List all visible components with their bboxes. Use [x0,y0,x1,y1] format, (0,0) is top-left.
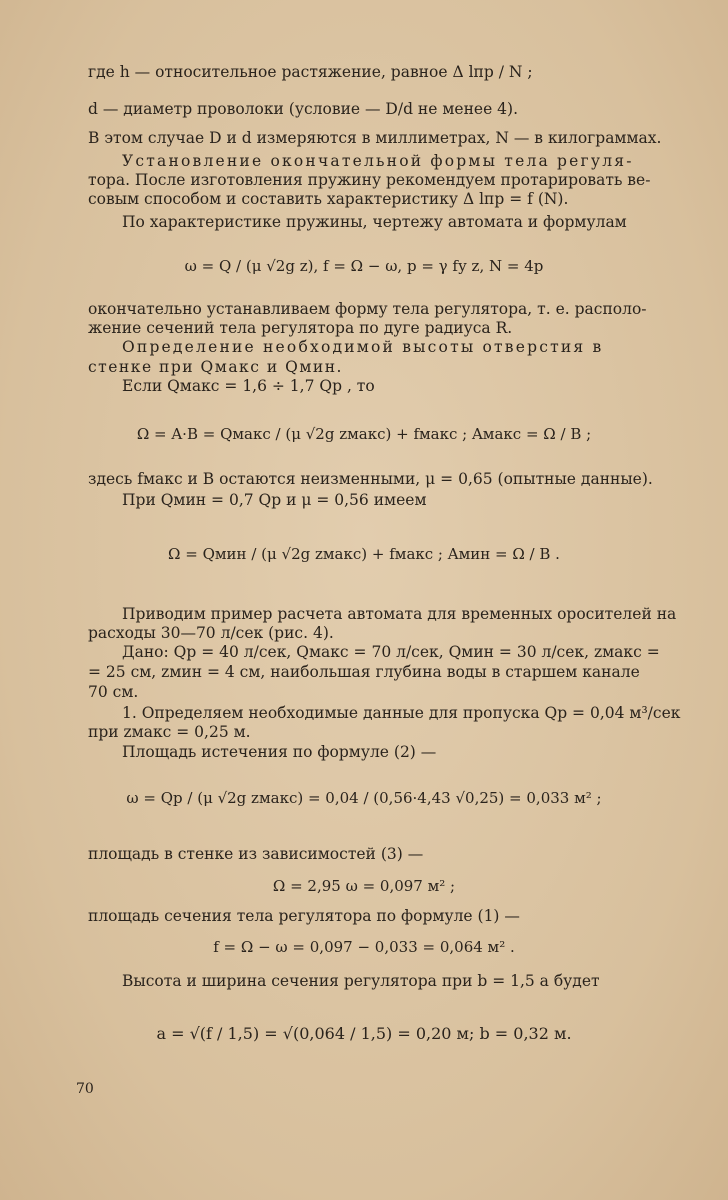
text-line: В этом случае D и d измеряются в миллиметрах, N — в килограммах. [88,129,662,147]
text-line: совым способом и составить характеристику Δ lпр = f (N). [88,190,569,208]
text-line: Высота и ширина сечения регулятора при b = 1,5 a будет [122,972,600,990]
text-line: площадь сечения тела регулятора по формуле (1) — [88,907,520,925]
text-line: Определение необходимой высоты отверстия в [122,338,604,356]
text-line: Приводим пример расчета автомата для временных оросителей на [122,605,677,623]
text-line: площадь в стенке из зависимостей (3) — [88,845,424,863]
text-line: = 25 см, zмин = 4 см, наибольшая глубина воды в старшем канале [88,663,640,681]
text-line: При Qмин = 0,7 Qр и μ = 0,56 имеем [122,491,427,509]
text-line: где h — относительное растяжение, равное Δ lпр / N ; [88,63,533,81]
text-line: По характеристике пружины, чертежу автомата и формулам [122,213,627,231]
page-number: 70 [76,1081,94,1097]
formula-line: Ω = A·B = Qмакс / (μ √2g zмакс) + fмакс ; Aмакс = Ω / B ; [136,425,592,443]
text-line: 70 см. [88,683,139,701]
formula-line: Ω = 2,95 ω = 0,097 м² ; [272,877,456,895]
text-line: Если Qмакс = 1,6 ÷ 1,7 Qр , то [122,377,375,395]
text-line: d — диаметр проволоки (условие — D/d не менее 4). [88,100,519,118]
text-line: Установление окончательной формы тела регуля- [122,152,634,170]
text-line: 1. Определяем необходимые данные для пропуска Qр = 0,04 м³/сек [122,704,681,722]
text-line: при zмакс = 0,25 м. [88,723,251,741]
text-line: Площадь истечения по формуле (2) — [122,743,437,761]
text-line: тора. После изготовления пружину рекомендуем протарировать ве- [88,171,651,189]
text-line: жение сечений тела регулятора по дуге радиуса R. [88,319,513,337]
text-line: Дано: Qр = 40 л/сек, Qмакс = 70 л/сек, Qмин = 30 л/сек, zмакс = [122,643,660,661]
formula-line: f = Ω − ω = 0,097 − 0,033 = 0,064 м² . [213,938,515,956]
formula-line: a = √(f / 1,5) = √(0,064 / 1,5) = 0,20 м; b = 0,32 м. [156,1024,572,1043]
text-line: расходы 30—70 л/сек (рис. 4). [88,624,334,642]
text-line: здесь fмакс и B остаются неизменными, μ = 0,65 (опытные данные). [88,470,653,488]
text-line: стенке при Qмакс и Qмин. [88,358,343,376]
formula-line: Ω = Qмин / (μ √2g zмакс) + fмакс ; Aмин = Ω / B . [168,545,560,563]
formula-line: ω = Q / (μ √2g z), f = Ω − ω, p = γ fу z, N = 4p [184,257,544,275]
text-line: окончательно устанавливаем форму тела регулятора, т. е. располо- [88,300,647,318]
formula-line: ω = Qр / (μ √2g zмакс) = 0,04 / (0,56·4,43 √0,25) = 0,033 м² ; [126,789,602,807]
